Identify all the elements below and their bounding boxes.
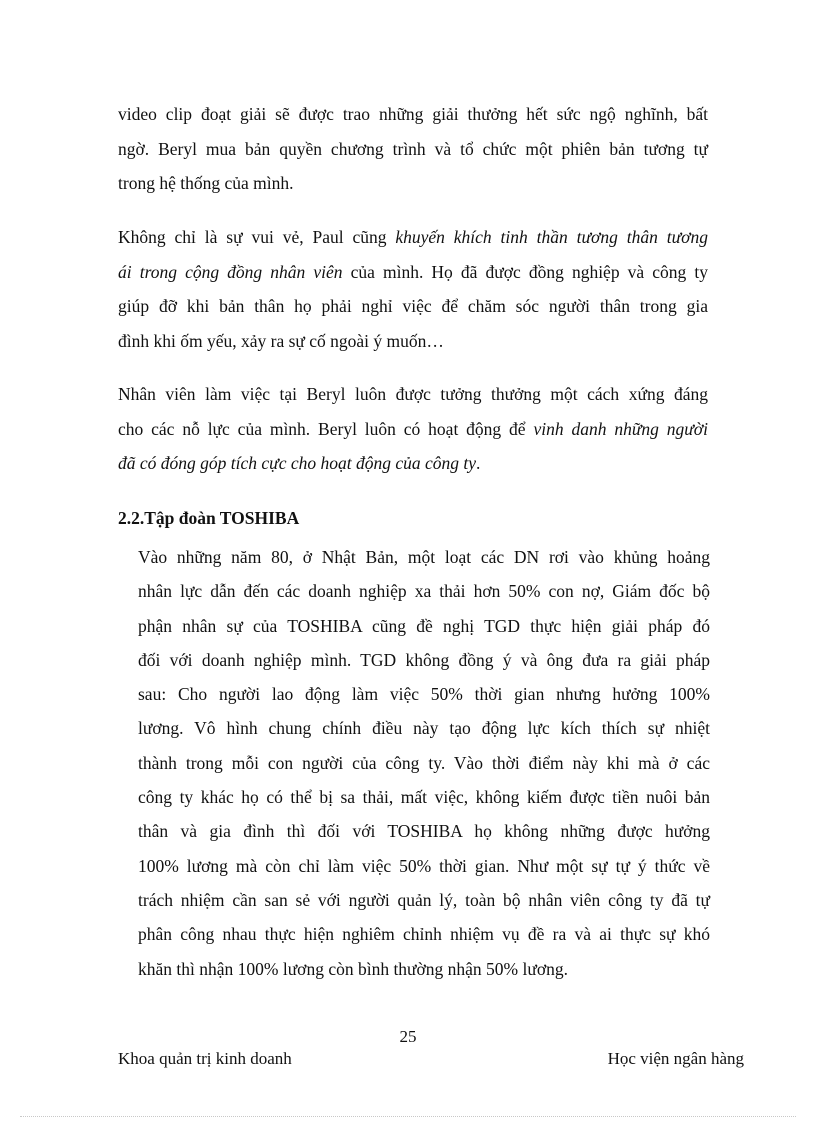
paragraph-toshiba — [138, 540, 710, 986]
footer-faculty: Khoa quản trị kinh doanh — [118, 1049, 292, 1068]
page-number: 25 — [399, 1027, 417, 1046]
page-bottom-divider — [20, 1116, 796, 1117]
text-line: đối với doanh nghiệp mình. TGD không đồng ý và ông đưa ra giải pháp — [138, 649, 710, 670]
text-line: Nhân viên làm việc tại Beryl luôn được tưởng thưởng một cách xứng đáng — [118, 384, 708, 404]
text-line: sau: Cho người lao động làm việc 50% thời gian nhưng hưởng 100% — [138, 684, 710, 705]
text-line: đã có đóng góp tích cực cho hoạt động của công ty. — [118, 453, 481, 473]
text-line: trách nhiệm cần san sẻ với người quản lý, toàn bộ nhân viên công ty đã tự — [138, 889, 710, 910]
text-line: công ty khác họ có thể bị sa thải, mất việc, không kiếm được tiền nuôi bản — [138, 787, 710, 808]
text-line: đình khi ốm yếu, xảy ra sự cố ngoài ý muốn… — [118, 330, 444, 351]
paragraph-beryl-rewards — [118, 377, 708, 481]
text-line: nhân lực dẫn đến các doanh nghiệp xa thải hơn 50% con nợ, Giám đốc bộ — [138, 581, 710, 602]
text-line: khăn thì nhận 100% lương còn bình thường nhận 50% lương. — [138, 958, 568, 979]
paragraph-paul — [118, 220, 708, 358]
text-line: trong hệ thống của mình. — [118, 173, 294, 193]
paragraph-video-clip — [118, 97, 708, 201]
text-line: Không chỉ là sự vui vẻ, Paul cũng khuyến khích tinh thần tương thân tương — [118, 227, 708, 247]
text-line: lương. Vô hình chung chính điều này tạo động lực kích thích sự nhiệt — [138, 718, 710, 739]
text-line: thân và gia đình thì đối với TOSHIBA họ không những được hưởng — [138, 821, 710, 842]
text-line: Vào những năm 80, ở Nhật Bản, một loạt các DN rơi vào khủng hoảng — [138, 547, 710, 567]
text-line: phận nhân sự của TOSHIBA cũng đề nghị TGD thực hiện giải pháp đó — [138, 615, 710, 636]
text-line: phân công nhau thực hiện nghiêm chỉnh nhiệm vụ đề ra và ai thực sự khó — [138, 924, 710, 945]
text-line: thành trong mỗi con người của công ty. Vào thời điểm này khi mà ở các — [138, 752, 710, 773]
section-heading: 2.2.Tập đoàn TOSHIBA — [118, 508, 300, 528]
text-line: ngờ. Beryl mua bản quyền chương trình và tổ chức một phiên bản tương tự — [118, 138, 708, 159]
text-line: video clip đoạt giải sẽ được trao những giải thưởng hết sức ngộ nghĩnh, bất — [118, 104, 708, 124]
footer-institution: Học viện ngân hàng — [607, 1049, 744, 1068]
text-line: 100% lương mà còn chỉ làm việc 50% thời gian. Như một sự tự ý thức về — [138, 855, 710, 876]
text-line: cho các nỗ lực của mình. Beryl luôn có hoạt động để vinh danh những người — [118, 418, 708, 439]
text-line: ái trong cộng đồng nhân viên của mình. Họ đã được đồng nghiệp và công ty — [118, 261, 708, 282]
text-line: giúp đỡ khi bản thân họ phải nghỉ việc để chăm sóc người thân trong gia — [118, 296, 708, 316]
